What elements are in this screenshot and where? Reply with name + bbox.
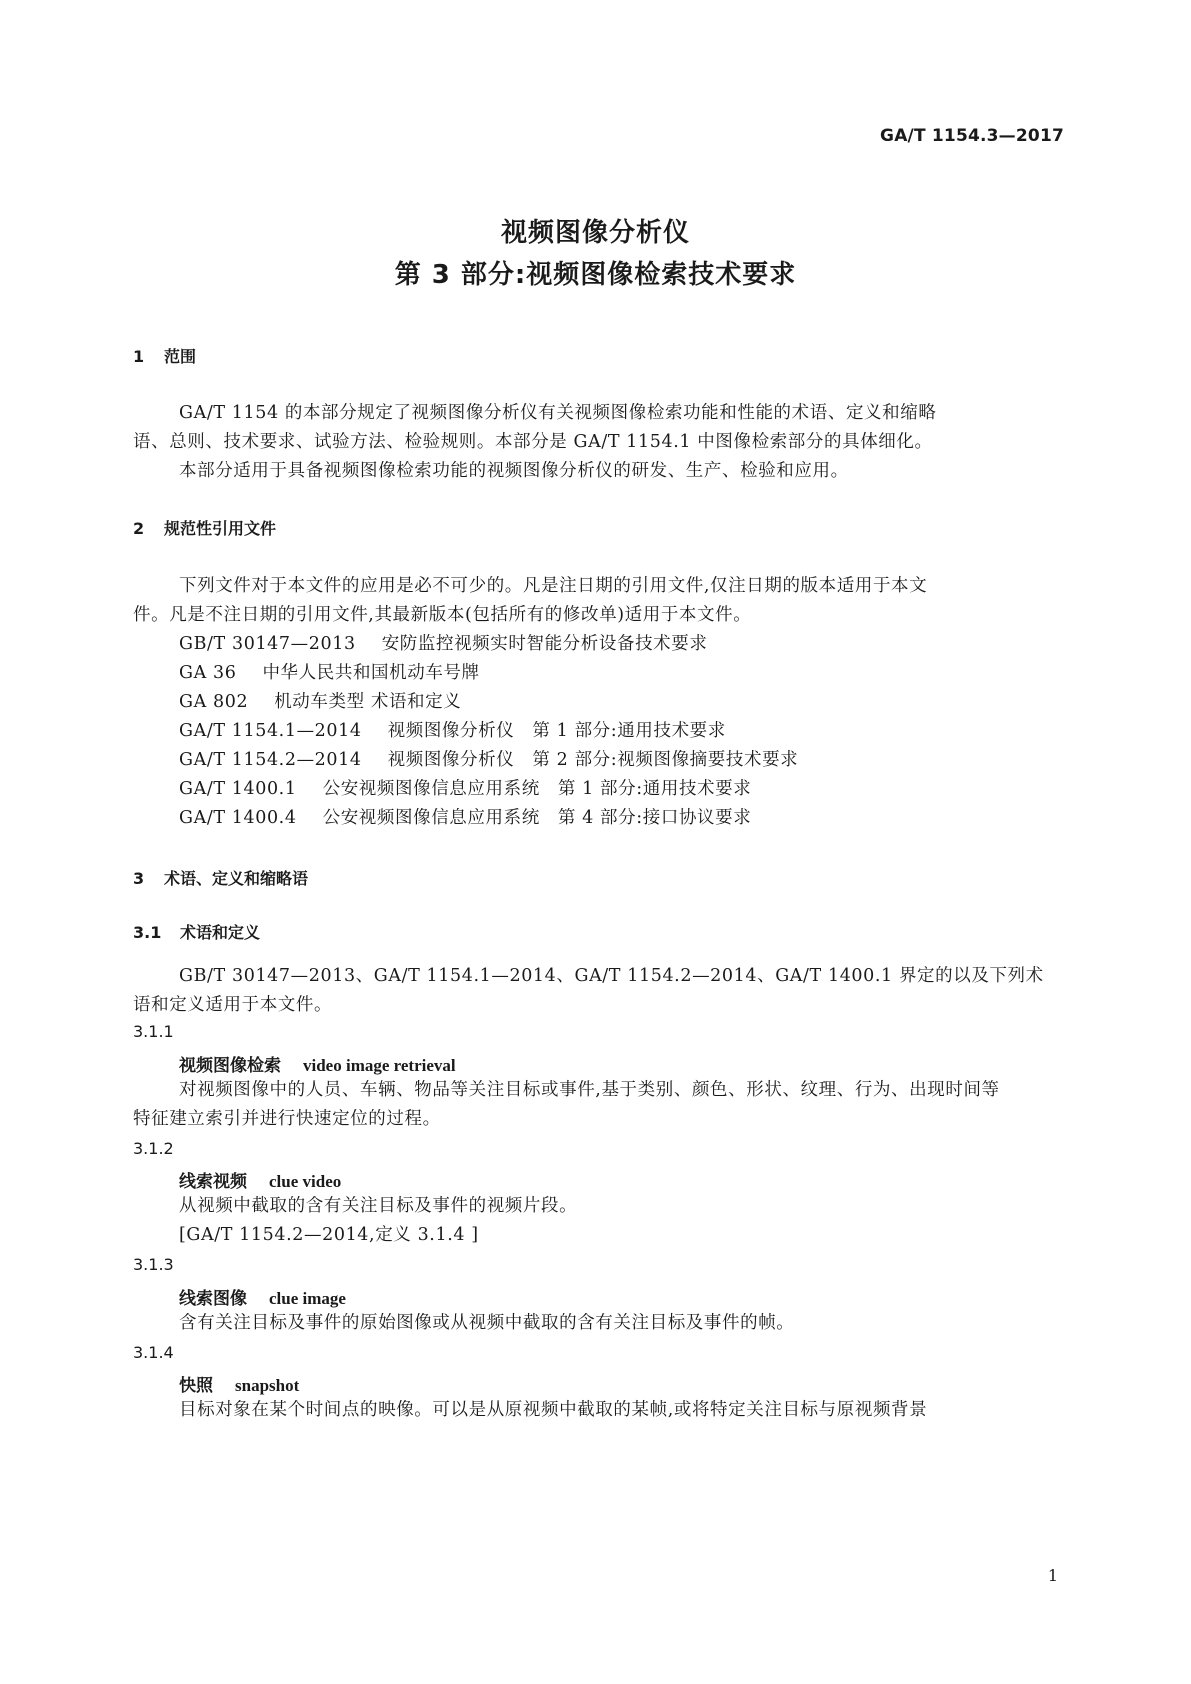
reference-title: 安防监控视频实时智能分析设备技术要求 bbox=[381, 634, 708, 654]
definition-line: 含有关注目标及事件的原始图像或从视频中截取的含有关注目标及事件的帧。 bbox=[179, 1313, 795, 1333]
term-english: clue video bbox=[269, 1172, 342, 1191]
section-title: 术语、定义和缩略语 bbox=[164, 869, 309, 888]
reference-title: 公安视频图像信息应用系统 第 4 部分:接口协议要求 bbox=[322, 808, 752, 828]
term-number: 3.1.1 bbox=[133, 1022, 174, 1041]
subsection-heading bbox=[133, 920, 260, 943]
paragraph-line: 件。凡是不注日期的引用文件,其最新版本(包括所有的修改单)适用于本文件。 bbox=[133, 605, 752, 625]
term-number: 3.1.3 bbox=[133, 1255, 174, 1274]
term-entry bbox=[179, 1167, 341, 1192]
paragraph-line: GB/T 30147—2013、GA/T 1154.1—2014、GA/T 1154.2—2014、GA/T 1400.1 界定的以及下列术 bbox=[179, 966, 1044, 986]
reference-code: GB/T 30147—2013 bbox=[179, 634, 356, 654]
term-chinese: 视频图像检索 bbox=[179, 1056, 281, 1076]
term-entry bbox=[179, 1051, 456, 1076]
section-title: 规范性引用文件 bbox=[164, 519, 277, 538]
term-source: [GA/T 1154.2—2014,定义 3.1.4 ] bbox=[179, 1225, 479, 1245]
term-chinese: 线索图像 bbox=[179, 1289, 247, 1309]
term-entry bbox=[179, 1284, 346, 1309]
reference-code: GA/T 1400.4 bbox=[179, 808, 297, 828]
term-english: snapshot bbox=[235, 1376, 300, 1395]
definition-line: 目标对象在某个时间点的映像。可以是从原视频中截取的某帧,或将特定关注目标与原视频背景 bbox=[179, 1400, 928, 1420]
page-number: 1 bbox=[1047, 1566, 1058, 1585]
reference-title: 中华人民共和国机动车号牌 bbox=[262, 663, 480, 683]
paragraph-line: 语和定义适用于本文件。 bbox=[133, 995, 333, 1015]
subsection-number: 3.1 bbox=[133, 923, 162, 942]
reference-item bbox=[179, 629, 708, 659]
document-title: 视频图像分析仪 bbox=[500, 218, 690, 248]
paragraph-line: 本部分适用于具备视频图像检索功能的视频图像分析仪的研发、生产、检验和应用。 bbox=[179, 461, 849, 481]
section-number: 1 bbox=[133, 347, 145, 366]
term-number: 3.1.2 bbox=[133, 1139, 174, 1158]
section-heading bbox=[133, 866, 308, 889]
reference-code: GA/T 1154.2—2014 bbox=[179, 750, 362, 770]
reference-item bbox=[179, 716, 726, 746]
paragraph-line: 语、总则、技术要求、试验方法、检验规则。本部分是 GA/T 1154.1 中图像检索部分的具体细化。 bbox=[133, 432, 933, 452]
section-number: 2 bbox=[133, 519, 145, 538]
reference-code: GA/T 1154.1—2014 bbox=[179, 721, 362, 741]
reference-item bbox=[179, 745, 798, 775]
reference-item bbox=[179, 658, 480, 688]
standard-code: GA/T 1154.3—2017 bbox=[880, 126, 1064, 146]
section-number: 3 bbox=[133, 869, 145, 888]
reference-code: GA/T 1400.1 bbox=[179, 779, 297, 799]
reference-item bbox=[179, 687, 461, 717]
section-heading bbox=[133, 516, 276, 539]
term-chinese: 快照 bbox=[179, 1376, 213, 1396]
term-chinese: 线索视频 bbox=[179, 1172, 247, 1192]
definition-line: 特征建立索引并进行快速定位的过程。 bbox=[133, 1109, 441, 1129]
paragraph-line: GA/T 1154 的本部分规定了视频图像分析仪有关视频图像检索功能和性能的术语、定义和缩略 bbox=[179, 403, 937, 423]
reference-code: GA 36 bbox=[179, 663, 237, 683]
document-subtitle: 第 3 部分:视频图像检索技术要求 bbox=[394, 260, 797, 290]
reference-title: 视频图像分析仪 第 2 部分:视频图像摘要技术要求 bbox=[387, 750, 799, 770]
term-english: clue image bbox=[269, 1289, 346, 1308]
paragraph-line: 下列文件对于本文件的应用是必不可少的。凡是注日期的引用文件,仅注日期的版本适用于本文 bbox=[179, 576, 928, 596]
term-number: 3.1.4 bbox=[133, 1343, 174, 1362]
definition-line: 从视频中截取的含有关注目标及事件的视频片段。 bbox=[179, 1196, 578, 1216]
section-title: 范围 bbox=[164, 347, 197, 366]
reference-item bbox=[179, 803, 751, 833]
reference-code: GA 802 bbox=[179, 692, 249, 712]
subsection-title: 术语和定义 bbox=[180, 923, 261, 942]
reference-title: 视频图像分析仪 第 1 部分:通用技术要求 bbox=[387, 721, 726, 741]
definition-line: 对视频图像中的人员、车辆、物品等关注目标或事件,基于类别、颜色、形状、纹理、行为、出现时间等 bbox=[179, 1080, 1000, 1100]
term-entry bbox=[179, 1371, 299, 1396]
term-english: video image retrieval bbox=[303, 1056, 456, 1075]
reference-title: 机动车类型 术语和定义 bbox=[274, 692, 462, 712]
section-heading bbox=[133, 344, 196, 367]
reference-title: 公安视频图像信息应用系统 第 1 部分:通用技术要求 bbox=[322, 779, 752, 799]
reference-item bbox=[179, 774, 751, 804]
